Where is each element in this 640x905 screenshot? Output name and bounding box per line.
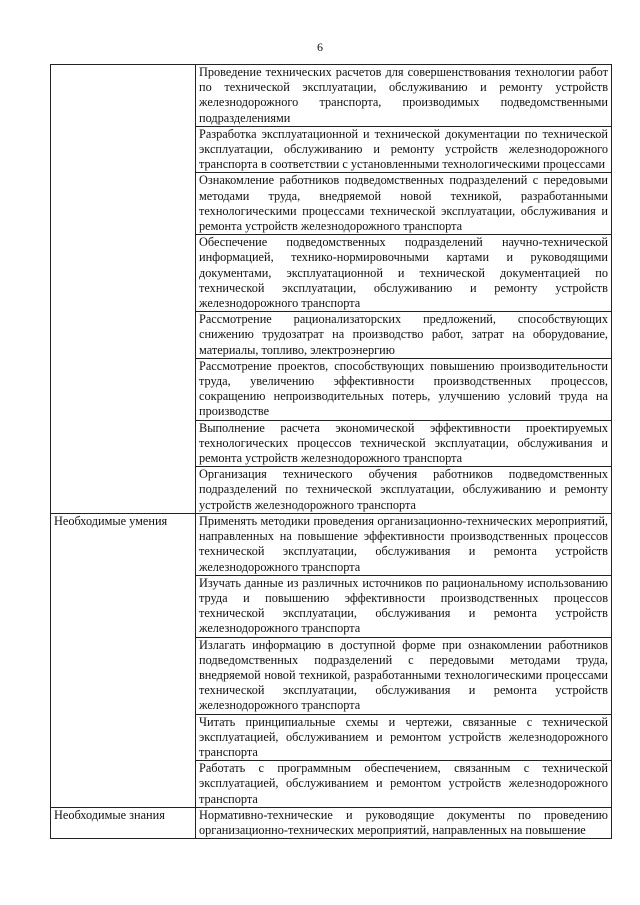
page-number: 6 (317, 40, 323, 54)
table-cell: Обеспечение подведомственных подразделений научно-технической информацией, технико-нормировочными картами и руководящими документами, эксплуатационной и технической документацией по технической эксплуатации, обслуживанию и ремонту устройств железнодорожного транспорта (196, 235, 612, 312)
table-row (51, 65, 612, 127)
requirements-table (50, 64, 612, 839)
table-cell: Ознакомление работников подведомственных подразделений с передовыми методами труда, внедряемой новой техникой, разработанными технологическими процессами технической эксплуатации, обслуживания и ремонта устройств железнодорожного транспорта (196, 173, 612, 235)
table-cell: Проведение технических расчетов для совершенствования технологии работ по технической эксплуатации, обслуживанию и ремонту устройств железнодорожного транспорта, производимых подведомственными подразделениями (196, 65, 612, 127)
table-cell: Организация технического обучения работников подведомственных подразделений по технической эксплуатации, обслуживанию и ремонту устройств железнодорожного транспорта (196, 467, 612, 514)
row-label: Необходимые знания (54, 807, 165, 822)
table-cell: Рассмотрение рационализаторских предложений, способствующих снижению трудозатрат на производство работ, затрат на оборудование, материалы, топливо, электроэнергию (196, 312, 612, 359)
table-cell: Излагать информацию в доступной форме при ознакомлении работников подведомственных подразделений с передовыми методами труда, внедряемой новой техникой, разработанными технологическими процессами технической эксплуатации, обслуживания и ремонта устройств железнодорожного транспорта (196, 637, 612, 714)
table-cell: Работать с программным обеспечением, связанным с технической эксплуатацией, обслуживанием и ремонтом устройств железнодорожного транспорта (196, 761, 612, 808)
table-cell: Изучать данные из различных источников по рациональному использованию труда и повышению эффективности производственных процессов технической эксплуатации, обслуживания и ремонта устройств железнодорожного транспорта (196, 575, 612, 637)
row-label: Необходимые умения (54, 513, 168, 528)
row-label-cell (51, 513, 196, 807)
table-row (51, 513, 612, 575)
table-cell: Рассмотрение проектов, способствующих повышению производительности труда, увеличению эффективности производственных процессов, сокращению непроизводительных потерь, улучшению условий труда на производстве (196, 358, 612, 420)
table-cell: Применять методики проведения организационно-технических мероприятий, направленных на повышение эффективности производственных процессов технической эксплуатации, обслуживания и ремонта устройств железнодорожного транспорта (196, 513, 612, 575)
table-cell: Разработка эксплуатационной и технической документации по технической эксплуатации, обслуживанию и ремонту устройств железнодорожного транспорта в соответствии с установленными технологическими процессами (196, 126, 612, 173)
table-cell: Нормативно-технические и руководящие документы по проведению организационно-технических мероприятий, направленных на повышение (196, 807, 612, 838)
table-cell: Выполнение расчета экономической эффективности проектируемых технологических процессов технической эксплуатации, обслуживания и ремонта устройств железнодорожного транспорта (196, 420, 612, 467)
table-row (51, 807, 612, 838)
table-cell: Читать принципиальные схемы и чертежи, связанные с технической эксплуатацией, обслуживанием и ремонтом устройств железнодорожного транспорта (196, 714, 612, 761)
row-label-cell (51, 65, 196, 514)
row-label-cell (51, 807, 196, 838)
